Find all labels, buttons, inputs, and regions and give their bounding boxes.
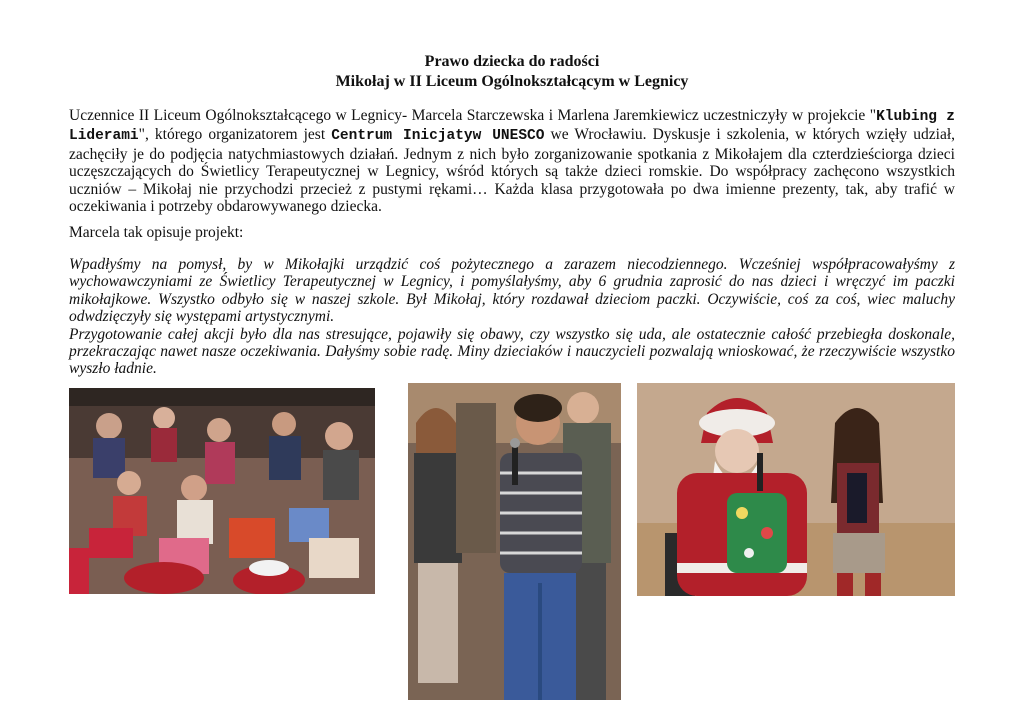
intro-text-middle: ", którego organizatorem jest — [138, 126, 332, 144]
santa-girl-illustration — [637, 383, 955, 596]
project-name: Klubing z Liderami — [69, 109, 955, 145]
organizer-name: Centrum Inicjatyw UNESCO — [331, 128, 545, 145]
children-gifts-illustration — [69, 388, 375, 594]
quote-paragraph-2: Przygotowanie całej akcji było dla nas stresujące, pojawiły się obawy, czy wszystko się uda, ale ostatecznie całość przebiegła doskonale, przekraczając nawet nasze oczekiwania. Dałyśmy sobie radę. Miny dzieciaków i nauczycieli pozwalają wnioskować, że rzeczywiście wszystko wyszło ładnie. — [69, 325, 955, 378]
document-subtitle: Mikołaj w II Liceum Ogólnokształcącym w Legnicy — [335, 73, 689, 90]
boy-microphone-illustration — [408, 383, 621, 700]
quote-paragraph-1: Wpadłyśmy na pomysł, by w Mikołajki urządzić coś pożytecznego a zarazem niecodziennego. Wcześniej współpracowałyśmy z wychowawczyniami ze Świetlicy Terapeutycznej w Legnicy, i pomyślałyśmy, aby 6 grudnia zaprosić do nas dzieci i wręczyć im paczki mikołajkowe. Wszystko odbyło się w naszej szkole. Był Mikołaj, który rozdawał dzieciom paczki. Oczywiście, coś za coś, wiec maluchy odwdzięczyły się występami artystycznymi. — [69, 256, 955, 326]
photo-santa-girl — [637, 383, 955, 596]
photo-boy-microphone — [408, 383, 621, 700]
intro-text-end: we Wrocławiu. Dyskusje i szkolenia, w których wzięły udział, zachęciły je do podjęcia natychmiastowych działań. Jednym z nich było zorganizowanie spotkania z Mikołajem dla czterdzieściorga dzieci uczęszczających do Świetlicy Terapeutycznej w Legnicy, wśród których są także dzieci romskie. Do współpracy zachęcono wszystkich uczniów – Mikołaj nie przychodzi przecież z pustymi rękami… Każda klasa przygotowała po dwa imienne prezenty, tak, aby trafić w oczekiwania i potrzeby obdarowywanego dziecka. — [69, 126, 955, 216]
photo-children-gifts — [69, 388, 375, 594]
quote-intro: Marcela tak opisuje projekt: — [69, 224, 244, 241]
intro-paragraph — [69, 107, 955, 215]
document-title: Prawo dziecka do radości — [424, 53, 600, 70]
quote-block — [69, 256, 955, 378]
intro-text-start: Uczennice II Liceum Ogólnokształcącego w Legnicy- Marcela Starczewska i Marlena Jaremkiewicz uczestniczyły w projekcie " — [69, 107, 877, 124]
